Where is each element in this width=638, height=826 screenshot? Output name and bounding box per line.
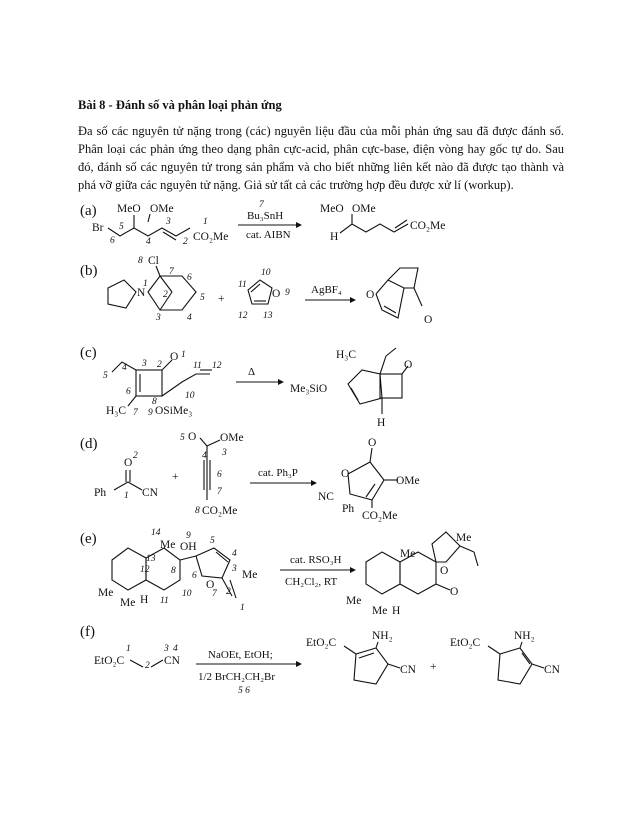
plus-sign: + (430, 661, 437, 673)
scheme-a (80, 200, 445, 247)
bond (488, 646, 500, 654)
atom-label: Me₃SiO (290, 383, 328, 395)
atom-label: H (377, 417, 386, 429)
atom-number: 10 (261, 268, 271, 278)
vinyl-bond (386, 348, 396, 356)
arrow-head (311, 480, 317, 486)
atom-label: O (170, 351, 179, 363)
atom-label: OH (180, 541, 197, 553)
double-bond (366, 484, 375, 497)
reagent-top: Bu₃SnH (247, 210, 284, 222)
arrow-head (350, 297, 356, 303)
atom-number: 6 (110, 236, 115, 246)
atom-label: OMe (150, 203, 174, 215)
atom-number: 12 (212, 361, 222, 371)
atom-label: Me (372, 605, 388, 617)
atom-label: OMe (396, 475, 420, 487)
atom-number: 13 (146, 554, 156, 564)
atom-label: Me (242, 569, 258, 581)
cyclohexane-ring (366, 552, 400, 594)
atom-number: 6 (192, 571, 197, 581)
atom-label: Me (456, 532, 472, 544)
atom-number: 7 (169, 267, 174, 277)
atom-label: H (140, 594, 149, 606)
atom-label: O (124, 457, 133, 469)
atom-number: 4 (187, 313, 192, 323)
atom-number: 8 (171, 566, 176, 576)
arrow-head (296, 222, 302, 228)
atom-label: MeO (117, 203, 141, 215)
atom-number: 6 (126, 387, 131, 397)
atom-label: CN (400, 664, 416, 676)
bond (520, 642, 522, 648)
double-bond (251, 284, 260, 292)
atom-label: OMe (220, 432, 244, 444)
bond (532, 664, 544, 668)
bond (130, 660, 143, 667)
reagent-top: AgBF₄ (311, 284, 342, 296)
atom-label: H₃C (336, 349, 356, 361)
atom-number: 7 (133, 408, 138, 418)
double-bond (200, 438, 207, 446)
atom-number: 4 (122, 363, 127, 373)
reagent-bottom: cat. AIBN (246, 229, 291, 241)
cage-bond (388, 280, 422, 306)
atom-number: 10 (185, 391, 195, 401)
atom-label: CN (164, 655, 180, 667)
atom-number: 1 (126, 644, 131, 654)
atom-label: EtO₂C (306, 637, 337, 649)
bond (207, 440, 220, 446)
reagent-bottom: 1/2 BrCH₂CH₂Br (198, 671, 276, 683)
atom-number: 4 (173, 644, 178, 654)
atom-number: 2 (133, 451, 138, 461)
pyrrolidine-ring (108, 280, 136, 308)
atom-number: 1 (240, 603, 245, 613)
dihydrofuran-ring (196, 548, 230, 578)
atom-label: O (366, 289, 375, 301)
atom-label: Ph (342, 503, 355, 515)
atom-number: 11 (238, 280, 247, 290)
scheme-f (80, 624, 561, 696)
cage-bond (376, 268, 418, 294)
atom-label: Me (160, 539, 176, 551)
atom-number: 5 (119, 222, 124, 232)
atom-number: 1 (181, 350, 186, 360)
cyclopentene-ring (348, 370, 382, 404)
plus-sign: + (218, 293, 225, 305)
atom-label: CN (142, 487, 158, 499)
carbonyl-bond (370, 448, 372, 462)
atom-label: H (392, 605, 401, 617)
scheme-label-a: (a) (80, 203, 97, 219)
atom-label: CN (544, 664, 560, 676)
double-bond (351, 388, 358, 400)
bond (114, 482, 142, 490)
atom-label: NC (318, 491, 334, 503)
bond (180, 556, 196, 560)
atom-label: O (404, 359, 413, 371)
vinyl-bond (460, 546, 474, 552)
reagent-top: cat. RSO₃H (290, 554, 342, 566)
vinyl-bond (230, 580, 236, 598)
atom-number: 12 (238, 311, 248, 321)
cyclopentene-ring (498, 648, 532, 684)
bond (376, 642, 378, 648)
atom-number: 4 (202, 451, 207, 461)
reagent-top: NaOEt, EtOH; (208, 649, 273, 661)
atom-label: NH₂ (372, 630, 393, 642)
atom-label: O (341, 468, 350, 480)
atom-number: 12 (140, 565, 150, 575)
atom-number: 7 (212, 589, 217, 599)
atom-number: 5 (200, 293, 205, 303)
atom-number: 9 (285, 288, 290, 298)
reagent-number: 7 (259, 200, 264, 210)
atom-number: 7 (217, 487, 222, 497)
atom-number: 4 (146, 237, 151, 247)
atom-label: O (368, 437, 377, 449)
atom-number: 3 (232, 564, 237, 574)
atom-label: CO₂Me (193, 231, 229, 243)
atom-number: 9 (148, 408, 153, 418)
scheme-e (80, 528, 478, 617)
exercise-title: Bài 8 - Đánh số và phân loại phản ứng (78, 98, 282, 112)
arrow-head (350, 567, 356, 573)
atom-number: 11 (193, 361, 202, 371)
atom-label: Ph (94, 487, 107, 499)
atom-label: NH₂ (514, 630, 535, 642)
atom-number: 2 (226, 587, 231, 597)
atom-label: OMe (352, 203, 376, 215)
bond (148, 214, 150, 222)
reagent-numbers: 5 6 (238, 686, 250, 696)
atom-number: 2 (145, 661, 150, 671)
atom-number: 13 (263, 311, 273, 321)
carbonyl-bond (436, 584, 450, 590)
atom-label: MeO (320, 203, 344, 215)
atom-number: 3 (164, 644, 169, 654)
atom-label: Me (98, 587, 114, 599)
atom-number: 5 (103, 371, 108, 381)
atom-label: CO₂Me (410, 220, 446, 232)
bond (388, 664, 400, 668)
reagent-top: Δ (248, 366, 256, 378)
atom-label: N (137, 287, 146, 299)
atom-number: 1 (124, 491, 129, 501)
double-bond (163, 232, 176, 240)
atom-label: O (440, 565, 449, 577)
scheme-d (80, 431, 420, 522)
atom-number: 2 (183, 237, 188, 247)
plus-sign: + (172, 471, 179, 483)
atom-number: 3 (222, 448, 227, 458)
atom-label: Me (120, 597, 136, 609)
atom-number: 8 (195, 506, 200, 516)
atom-number: 5 (180, 433, 185, 443)
atom-label: OSiMe₃ (155, 405, 193, 417)
atom-number: 9 (186, 531, 191, 541)
atom-number: 4 (232, 549, 237, 559)
atom-label: Me (346, 595, 362, 607)
atom-number: 10 (182, 589, 192, 599)
atom-number: 2 (163, 290, 168, 300)
atom-number: 5 (210, 536, 215, 546)
atom-number: 6 (217, 470, 222, 480)
atom-label: O (450, 586, 459, 598)
scheme-label-f: (f) (80, 624, 95, 640)
exercise-instructions: Đa số các nguyên tử nặng trong (các) nguyên liệu đầu của mỗi phản ứng sau đã được đánh số. Phân loại các phản ứng theo dạng phân cực-acid, phân cực-base, điện vòng hay gốc tự do. Sau đó, đánh số các nguyên tử trong sản phẩm và cho biết những liên kết nào đã được tạo thành và phá vỡ giữa các nguyên tử nặng. Giả sử tất cả các trường hợp đều được xử lí (workup). (78, 124, 564, 192)
atom-label: O (188, 431, 197, 443)
double-bond (395, 220, 407, 228)
cyclobutane-ring (380, 374, 402, 398)
atom-number: 6 (187, 273, 192, 283)
atom-label: O (206, 579, 215, 591)
cage-bond (376, 288, 404, 318)
atom-number: 3 (142, 359, 147, 369)
atom-label: EtO₂C (94, 655, 125, 667)
atom-number: 1 (143, 279, 148, 289)
scheme-label-c: (c) (80, 345, 97, 361)
double-bond (522, 653, 530, 664)
vinyl-bond (474, 552, 478, 566)
bond (380, 356, 386, 374)
arrow-head (278, 379, 284, 385)
butenolide-ring (348, 462, 384, 500)
scheme-label-b: (b) (80, 263, 98, 279)
scheme-b (80, 255, 432, 326)
atom-number: 8 (138, 256, 143, 266)
bond (344, 646, 356, 654)
atom-label: H (330, 231, 339, 243)
atom-number: 2 (157, 360, 162, 370)
arrow-head (296, 661, 302, 667)
atom-number: 11 (160, 596, 169, 606)
bond (128, 396, 136, 406)
scheme-label-d: (d) (80, 436, 98, 452)
atom-number: 3 (166, 217, 171, 227)
double-bond (359, 653, 374, 658)
atom-label: Br (92, 222, 104, 234)
reagent-bottom: CH₂Cl₂, RT (285, 576, 338, 588)
scheme-label-e: (e) (80, 531, 97, 547)
atom-label: Me (400, 548, 416, 560)
bond (156, 266, 160, 276)
atom-label: O (424, 314, 433, 326)
cyclopentene-ring (354, 648, 388, 684)
atom-label: O (272, 288, 281, 300)
chain-bond (340, 224, 408, 233)
atom-label: CO₂Me (362, 510, 398, 522)
atom-number: 14 (151, 528, 161, 538)
atom-number: 3 (156, 313, 161, 323)
atom-number: 8 (152, 397, 157, 407)
scheme-c (80, 345, 412, 429)
reagent-top: cat. Ph₃P (258, 467, 298, 479)
atom-number: 1 (203, 217, 208, 227)
atom-label: CO₂Me (202, 505, 238, 517)
atom-label: EtO₂C (450, 637, 481, 649)
atom-label: H₃C (106, 405, 126, 417)
atom-label: Cl (148, 255, 159, 267)
bond (151, 660, 163, 667)
